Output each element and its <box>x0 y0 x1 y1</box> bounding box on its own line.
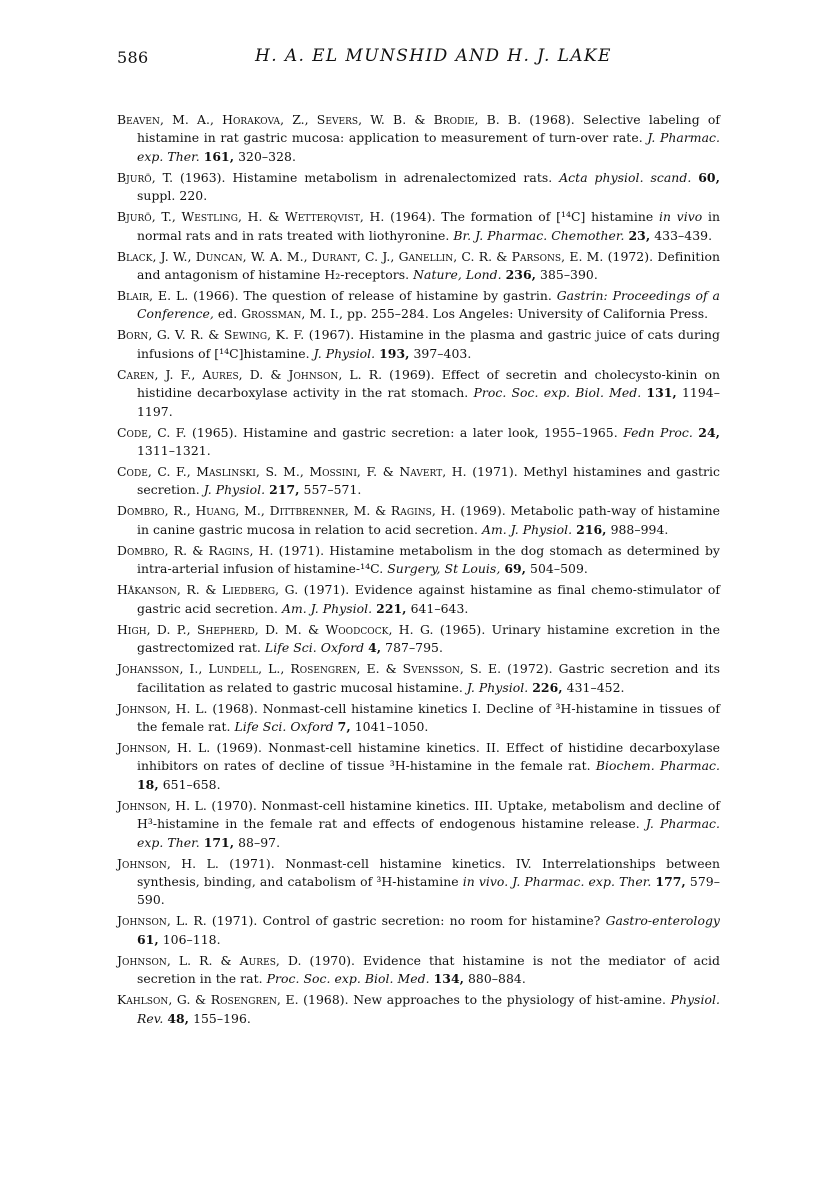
reference-authors: Johansson, I., Lundell, L., Rosengren, E. & Svensson, S. E. <box>117 661 502 677</box>
reference-pages: 880–884. <box>468 971 526 987</box>
reference-volume: 48, <box>167 1010 190 1026</box>
reference-pages: 504–509. <box>530 561 588 577</box>
reference-volume: 60, <box>698 169 720 185</box>
reference-pages: 155–196. <box>193 1010 251 1026</box>
reference-year: (1970). <box>309 952 356 968</box>
reference-title: Nonmast-cell histamine kinetics. IV. Interrelationships between synthesis, binding, and catabolism of ³H-histamine <box>137 855 720 889</box>
reference-journal: Proc. Soc. exp. Biol. Med. <box>266 971 430 987</box>
reference-pages: 431–452. <box>566 679 625 695</box>
reference-pages: 557–571. <box>303 482 362 498</box>
reference-journal: Fedn Proc. <box>623 424 693 440</box>
reference-volume: 177, <box>655 873 686 889</box>
reference-journal: J. Physiol. <box>313 345 376 361</box>
reference-authors: Kahlson, G. & Rosengren, E. <box>117 992 299 1008</box>
reference-title: Evidence against histamine as final chemo-stimulator of gastric acid secretion. <box>137 582 720 616</box>
reference-year: (1972). <box>607 248 654 264</box>
reference-pages: 579–590. <box>137 873 720 908</box>
reference-item <box>117 111 720 166</box>
reference-authors: Johnson, L. R. <box>117 913 207 929</box>
reference-journal: J. Physiol. <box>466 679 529 695</box>
reference-year: (1969). <box>389 366 435 382</box>
reference-item <box>117 463 720 500</box>
reference-volume: 221, <box>376 600 407 616</box>
reference-list <box>117 111 720 1031</box>
reference-journal: Life Sci. Oxford <box>264 640 365 656</box>
reference-volume: 216, <box>576 521 607 537</box>
reference-volume: 236, <box>505 267 537 283</box>
reference-title: Methyl histamines and gastric secretion. <box>137 464 720 498</box>
reference-volume: 69, <box>504 561 527 577</box>
reference-title: Histamine metabolism in adrenalectomized rats. <box>232 169 553 185</box>
reference-year: (1965). <box>439 621 486 637</box>
reference-title: Metabolic path-way of histamine in canine gastric mucosa in relation to acid secretion. <box>137 503 720 537</box>
reference-year: (1970). <box>211 797 257 813</box>
reference-authors: Johnson, H. L. <box>117 855 219 871</box>
reference-item <box>117 797 720 852</box>
reference-item <box>117 660 720 697</box>
reference-title: Gastric secretion and its facilitation as related to gastric mucosal histamine. <box>137 661 720 695</box>
reference-pages: 641–643. <box>410 600 469 616</box>
reference-item <box>117 912 720 949</box>
reference-pages: 1194–1197. <box>137 385 720 419</box>
reference-journal: Biochem. Pharmac. <box>595 758 720 774</box>
reference-journal: Life Sci. Oxford <box>234 718 334 734</box>
reference-year: (1966). <box>193 288 239 304</box>
reference-volume: 134, <box>433 971 464 987</box>
reference-year: (1964). <box>390 209 436 225</box>
reference-pages: 385–390. <box>540 267 598 283</box>
reference-item <box>117 739 720 794</box>
reference-authors: Code, C. F. <box>117 424 187 440</box>
reference-volume: 161, <box>203 148 235 164</box>
reference-title: Nonmast-cell histamine kinetics. III. Uptake, metabolism and decline of H³-histamine in the female rat and effects of endogenous histamine release. <box>137 797 720 832</box>
reference-pages: 651–658. <box>162 776 221 792</box>
reference-title-rest: in normal rats and in rats treated with liothyronine. <box>137 209 721 243</box>
reference-authors: Bjurö, T. <box>117 169 174 185</box>
reference-editor: Grossman, M. I., <box>241 306 344 322</box>
reference-journal: Gastrin: Proceedings of a Conference, <box>137 288 720 322</box>
reference-authors: High, D. P., Shepherd, D. M. & Woodcock, H. G. <box>117 621 434 637</box>
page-header <box>117 48 717 76</box>
reference-authors: Beaven, M. A., Horakova, Z., Severs, W. B. & Brodie, B. B. <box>117 112 522 127</box>
reference-authors: Blair, E. L. <box>117 288 189 304</box>
reference-title: Histamine and gastric secretion: a later look, 1955–1965. <box>242 424 618 440</box>
reference-title: The question of release of histamine by gastrin. <box>243 288 552 304</box>
reference-volume: 18, <box>137 776 159 792</box>
reference-year: (1968). <box>303 992 349 1008</box>
reference-authors: Johnson, H. L. <box>117 700 208 716</box>
reference-journal: J. Pharmac. exp. Ther. <box>137 130 721 164</box>
reference-title-italic: in vivo <box>658 209 703 225</box>
reference-journal: J. Pharmac. exp. Ther. <box>512 873 652 889</box>
reference-item <box>117 700 720 737</box>
reference-pages: 988–994. <box>610 521 669 537</box>
reference-editor-prefix: ed. <box>217 306 238 322</box>
reference-journal: Am. J. Physiol. <box>281 600 373 616</box>
reference-year: (1968). <box>212 700 258 716</box>
running-head: H. A. EL MUNSHID AND H. J. LAKE <box>255 46 612 66</box>
reference-pages: 106–118. <box>162 931 221 947</box>
reference-volume: 193, <box>379 345 410 361</box>
reference-volume: 24, <box>698 424 721 440</box>
reference-item <box>117 287 720 324</box>
reference-year: (1971). <box>278 542 325 558</box>
reference-year: (1969). <box>216 739 262 755</box>
reference-volume: 226, <box>532 679 563 695</box>
reference-pages: 320–328. <box>238 148 296 164</box>
reference-item <box>117 424 720 461</box>
reference-volume: 131, <box>646 385 677 401</box>
reference-volume: 171, <box>203 834 235 850</box>
reference-pages: 433–439. <box>654 227 713 243</box>
reference-pages: suppl. 220. <box>137 188 208 204</box>
reference-authors: Caren, J. F., Aures, D. & Johnson, L. R. <box>117 366 383 382</box>
reference-year: (1967). <box>308 327 355 343</box>
reference-authors: Johnson, H. L. <box>117 739 211 755</box>
reference-title: Control of gastric secretion: no room for histamine? <box>262 913 601 929</box>
reference-item <box>117 991 720 1028</box>
reference-title: Histamine metabolism in the dog stomach as determined by intra-arterial infusion of histamine-¹⁴C. <box>137 542 720 577</box>
reference-year: (1971). <box>211 913 258 929</box>
reference-year: (1963). <box>180 169 226 185</box>
reference-authors: Johnson, H. L. <box>117 797 207 813</box>
reference-item <box>117 621 720 658</box>
reference-volume: 217, <box>269 482 300 498</box>
reference-year: (1969). <box>460 503 506 519</box>
reference-item <box>117 581 720 618</box>
reference-authors: Black, J. W., Duncan, W. A. M., Durant, C. J., Ganellin, C. R. & Parsons, E. M. <box>117 248 604 264</box>
reference-pages: 1311–1321. <box>137 443 211 459</box>
reference-item <box>117 855 720 910</box>
reference-title: Evidence that histamine is not the mediator of acid secretion in the rat. <box>137 952 720 987</box>
reference-title-italic: in vivo. <box>462 873 509 889</box>
reference-authors: Bjurö, T., Westling, H. & Wetterqvist, H. <box>117 209 385 225</box>
reference-authors: Code, C. F., Maslinski, S. M., Mossini, F. & Navert, H. <box>117 464 467 480</box>
reference-journal: Br. J. Pharmac. Chemother. <box>453 227 625 243</box>
reference-journal: Acta physiol. scand. <box>559 169 692 185</box>
reference-volume: 7, <box>337 718 351 734</box>
reference-journal: Am. J. Physiol. <box>481 521 573 537</box>
reference-authors: Dombro, R., Huang, M., Dittbrenner, M. & Ragins, H. <box>117 503 456 519</box>
reference-item <box>117 169 720 206</box>
reference-journal: J. Physiol. <box>203 482 266 498</box>
reference-item <box>117 326 720 363</box>
reference-title: The formation of [¹⁴C] histamine <box>441 209 654 225</box>
reference-title: Urinary histamine excretion in the gastrectomized rat. <box>137 621 720 656</box>
reference-year: (1972). <box>507 661 553 677</box>
reference-year: (1968). <box>529 112 575 127</box>
reference-authors: Dombro, R. & Ragins, H. <box>117 542 274 558</box>
reference-title: Selective labeling of histamine in rat gastric mucosa: application to measurement of turn-over rate. <box>137 112 720 146</box>
reference-item <box>117 502 720 539</box>
reference-title: Nonmast-cell histamine kinetics. II. Effect of histidine decarboxylase inhibitors on rates of decline of tissue ³H-histamine in the female rat. <box>137 739 720 774</box>
reference-item <box>117 542 720 579</box>
reference-pages: pp. 255–284. Los Angeles: University of California Press. <box>347 306 709 322</box>
reference-authors: Born, G. V. R. & Sewing, K. F. <box>117 327 305 343</box>
page-number: 586 <box>117 48 149 67</box>
reference-pages: 1041–1050. <box>354 718 429 734</box>
reference-journal: Nature, Lond. <box>413 267 502 283</box>
reference-journal: Proc. Soc. exp. Biol. Med. <box>473 385 642 401</box>
reference-title: New approaches to the physiology of hist-amine. <box>353 992 666 1008</box>
reference-authors: Håkanson, R. & Liedberg, G. <box>117 582 299 598</box>
reference-item <box>117 208 720 245</box>
reference-item <box>117 952 720 989</box>
reference-title: Histamine in the plasma and gastric juice of cats during infusions of [¹⁴C]histamine. <box>137 327 720 361</box>
reference-journal: J. Pharmac. exp. Ther. <box>137 816 720 850</box>
reference-volume: 23, <box>628 227 651 243</box>
reference-title: Definition and antagonism of histamine H₂-receptors. <box>137 248 720 283</box>
reference-title: Effect of secretin and cholecysto-kinin on histidine decarboxylase activity in the rat stomach. <box>137 366 720 401</box>
reference-authors: Johnson, L. R. & Aures, D. <box>117 952 302 968</box>
reference-journal: Surgery, St Louis, <box>387 561 501 577</box>
reference-pages: 88–97. <box>238 834 281 850</box>
reference-volume: 4, <box>368 640 382 656</box>
reference-year: (1971). <box>303 582 350 598</box>
reference-pages: 787–795. <box>385 640 443 656</box>
reference-journal: Physiol. Rev. <box>137 992 720 1026</box>
reference-volume: 61, <box>137 931 159 947</box>
reference-item <box>117 366 720 421</box>
reference-year: (1965). <box>191 424 238 440</box>
reference-year: (1971). <box>229 855 275 871</box>
reference-title: Nonmast-cell histamine kinetics I. Decline of ³H-histamine in tissues of the female rat. <box>137 700 720 734</box>
reference-year: (1971). <box>472 464 518 480</box>
reference-journal: Gastro-enterology <box>605 913 720 929</box>
reference-item <box>117 248 720 285</box>
reference-pages: 397–403. <box>413 345 472 361</box>
